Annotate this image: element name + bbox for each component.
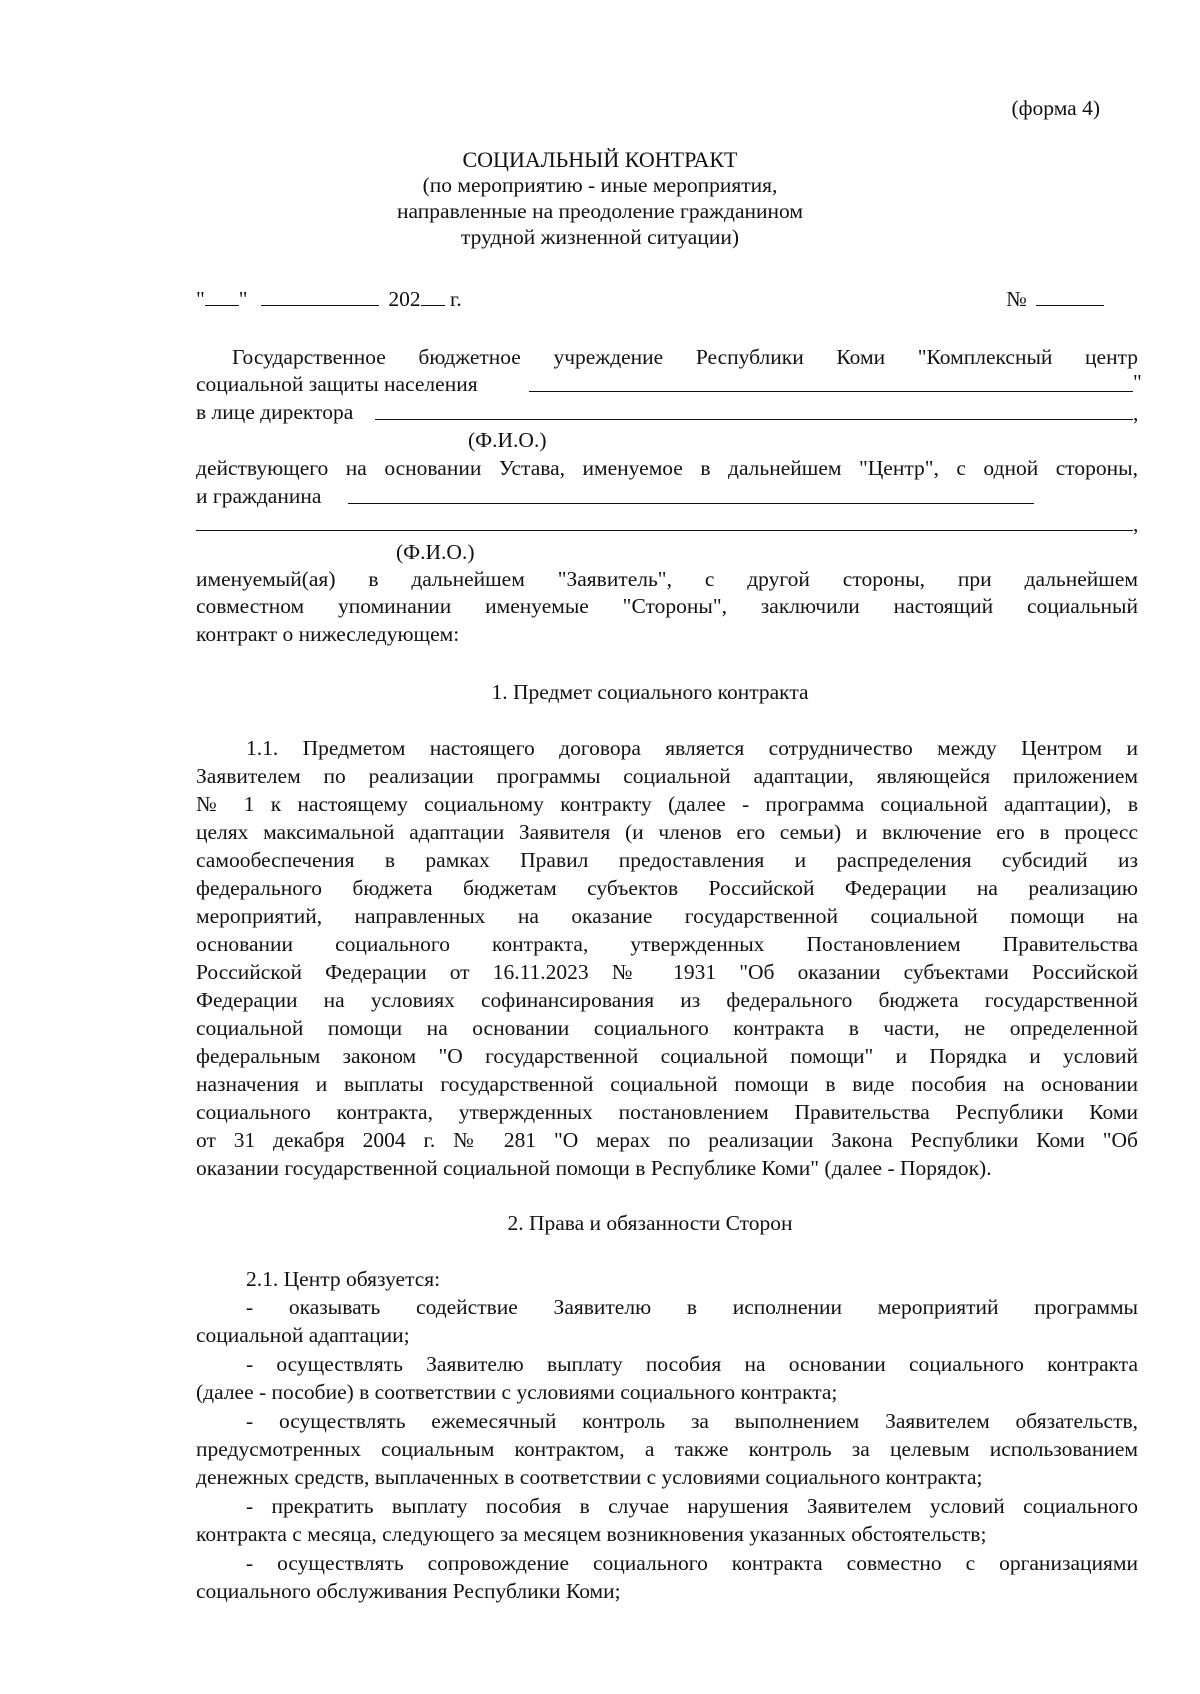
- section-1-line: от 31 декабря 2004 г. № 281 "О мерах по реализации Закона Республики Коми "Об: [196, 1128, 1138, 1152]
- year-suffix: г.: [444, 287, 462, 311]
- section-1-line: федеральным законом "О государственной социальной помощи" и Порядка и условий: [196, 1044, 1138, 1068]
- fio-label-citizen: (Ф.И.О.): [396, 540, 475, 564]
- section-1-line: Российской Федерации от 16.11.2023 № 1931 "Об оказании субъектами Российской: [196, 960, 1138, 984]
- section-2-line: социальной адаптации;: [196, 1323, 410, 1347]
- month-blank[interactable]: [261, 287, 379, 306]
- date-line: [196, 287, 462, 313]
- subtitle-line: направленные на преодоление гражданином: [397, 199, 803, 223]
- section-1-title: 1. Предмет социального контракта: [491, 680, 809, 704]
- parties-line-2-label: социальной защиты населения: [196, 372, 478, 396]
- section-1-line: Заявителем по реализации программы социальной адаптации, являющейся приложением: [196, 764, 1138, 788]
- day-blank[interactable]: [205, 287, 239, 306]
- section-2-line: - осуществлять Заявителю выплату пособия на основании социального контракта: [246, 1352, 1138, 1376]
- number-label: №: [1006, 287, 1027, 311]
- parties-line-7: именуемый(ая) в дальнейшем "Заявитель", с другой стороны, при дальнейшем: [196, 567, 1138, 591]
- section-1-line: Федерации на условиях софинансирования из федерального бюджета государственной: [196, 988, 1138, 1012]
- section-2-line: - оказывать содействие Заявителю в исполнении мероприятий программы: [246, 1295, 1138, 1319]
- social-center-name-blank[interactable]: [529, 391, 1133, 392]
- citizen-name-blank[interactable]: [348, 503, 1034, 504]
- date-open-quote: ": [196, 287, 205, 311]
- year-blank[interactable]: [421, 287, 445, 306]
- section-2-line: предусмотренных социальным контрактом, а также контроль за целевым использованием: [196, 1437, 1138, 1461]
- parties-line-3-comma: ,: [1133, 401, 1139, 425]
- subtitle-line: (по мероприятию - иные мероприятия,: [422, 173, 778, 197]
- parties-line-8: совместном упоминании именуемые "Стороны", заключили настоящий социальный: [196, 594, 1138, 618]
- director-name-blank[interactable]: [375, 419, 1133, 420]
- parties-line-5-label: и гражданина: [196, 484, 322, 508]
- section-1-line: самообеспечения в рамках Правил предоставления и распределения субсидий из: [196, 848, 1138, 872]
- section-2-line: - осуществлять ежемесячный контроль за выполнением Заявителем обязательств,: [246, 1409, 1138, 1433]
- section-1-line: назначения и выплаты государственной социальной помощи в виде пособия на основании: [196, 1072, 1138, 1096]
- section-2-line: - прекратить выплату пособия в случае нарушения Заявителем условий социального: [246, 1494, 1138, 1518]
- section-1-line: социальной помощи на основании социального контракта в части, не определенной: [196, 1016, 1138, 1040]
- section-2-line: - осуществлять сопровождение социального контракта совместно с организациями: [246, 1551, 1138, 1575]
- section-1-line: мероприятий, направленных на оказание государственной социальной помощи на: [196, 904, 1138, 928]
- contract-number: [1006, 287, 1104, 313]
- section-2-line: социального обслуживания Республики Коми;: [196, 1579, 621, 1603]
- section-2-line: (далее - пособие) в соответствии с условиями социального контракта;: [196, 1380, 838, 1404]
- parties-line-6-comma: ,: [1133, 512, 1139, 536]
- section-2-line: 2.1. Центр обязуется:: [246, 1267, 441, 1291]
- year-prefix: 202: [388, 287, 421, 311]
- citizen-name-blank-2[interactable]: [196, 530, 1133, 531]
- section-2-line: контракта с месяца, следующего за месяцем возникновения указанных обстоятельств;: [196, 1522, 987, 1546]
- number-blank[interactable]: [1036, 287, 1104, 306]
- section-1-line: основании социального контракта, утвержденных Постановлением Правительства: [196, 932, 1138, 956]
- section-1-line: социального контракта, утвержденных постановлением Правительства Республики Коми: [196, 1100, 1138, 1124]
- section-1-line: федерального бюджета бюджетам субъектов Российской Федерации на реализацию: [196, 876, 1138, 900]
- section-1-line: № 1 к настоящему социальному контракту (далее - программа социальной адаптации), в: [196, 792, 1138, 816]
- parties-line-2-quote: ": [1133, 370, 1142, 394]
- parties-line-3-label: в лице директора: [196, 400, 354, 424]
- subtitle-line: трудной жизненной ситуации): [461, 225, 739, 249]
- parties-line-4: действующего на основании Устава, именуемое в дальнейшем "Центр", с одной стороны,: [196, 456, 1138, 480]
- section-1-line: 1.1. Предметом настоящего договора является сотрудничество между Центром и: [246, 736, 1138, 760]
- title-block: [150, 147, 1050, 251]
- section-2-title: 2. Права и обязанности Сторон: [507, 1211, 793, 1235]
- parties-line-1: Государственное бюджетное учреждение Республики Коми "Комплексный центр: [232, 345, 1138, 369]
- date-close-quote: ": [238, 287, 248, 311]
- fio-label-director: (Ф.И.О.): [468, 428, 547, 452]
- form-label: (форма 4): [1011, 96, 1100, 120]
- section-1-line: целях максимальной адаптации Заявителя (и членов его семьи) и включение его в процесс: [196, 820, 1138, 844]
- section-2-line: денежных средств, выплаченных в соответствии с условиями социального контракта;: [196, 1465, 983, 1489]
- section-1-line: оказании государственной социальной помощи в Республике Коми" (далее - Порядок).: [196, 1156, 992, 1180]
- document-title: СОЦИАЛЬНЫЙ КОНТРАКТ: [462, 147, 738, 172]
- parties-line-9: контракт о нижеследующем:: [196, 622, 460, 646]
